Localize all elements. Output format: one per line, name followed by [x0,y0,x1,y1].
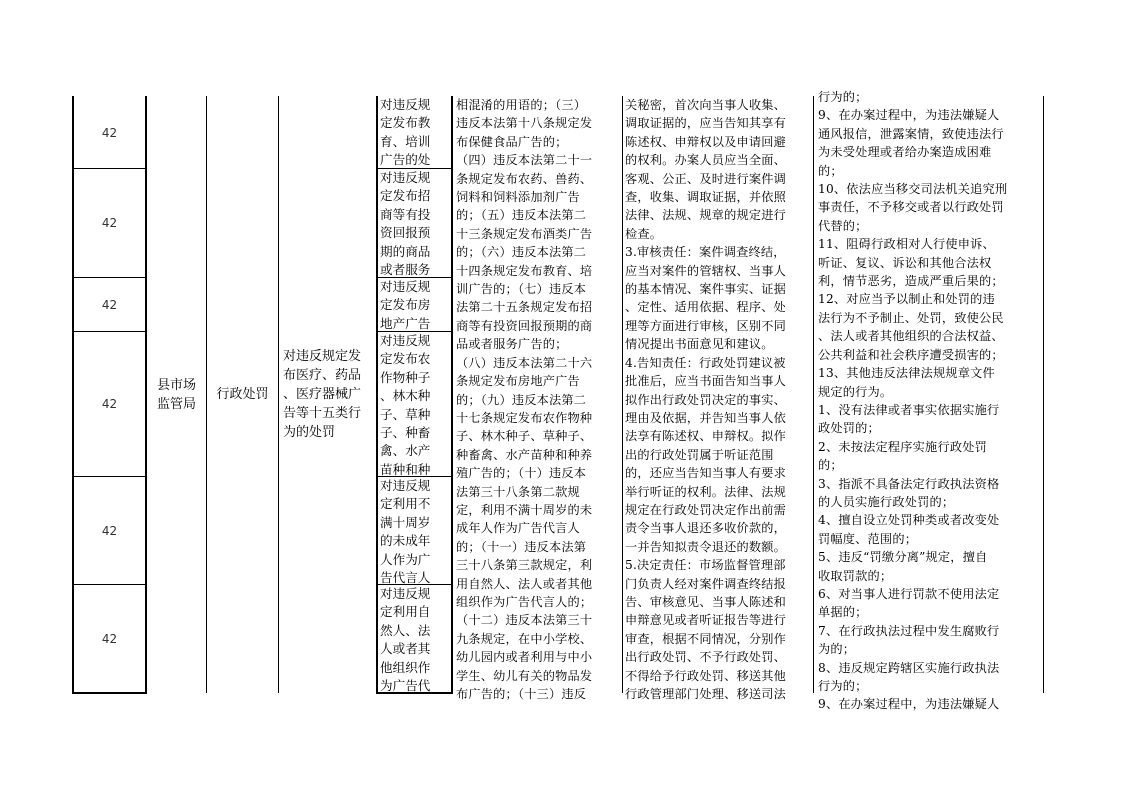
sub-item-cell: 对违反规 定利用不 满十周岁 的未成年 人作为广 告代言人 [380,478,431,586]
seq-cell: 42 [101,216,118,230]
sub-item-cell: 对违反规 定利用自 然人、法 人或者其 他组织作 为广告代 [380,586,431,694]
item-name-cell: 对违反规定发 布医疗、药品 、医疗器械广 告等十五类行 为的处罚 [283,349,362,440]
sub-item-cell: 对违反规 定发布农 作物种子 、林木种 子、草种 子、种畜 禽、水产 苗种和种 [380,333,431,477]
sub-item-cell: 对违反规 定发布教 育、培训 广告的处 [380,97,431,168]
column-divider [451,96,453,693]
category-cell: 行政处罚 [216,387,269,402]
responsibility-text: 关秘密，首次向当事人收集、 调取证据的，应当告知其享有 陈述权、申辩权以及申请回避 的权利。办案人员应当全面、 客观、公正、及时进行案件调 查，收集、调取证据，并依照 法律、法规、规章的规定进行 检查。 3.审核责任：案件调查终结， 应当对案件的管辖权、当事人 的基本情况、案件事实、证据 、定性、适用依据、程序、处 理等方面进行审核，区别不同 情况提出书面意见和建议。 4.告知责任：行政处罚建议被 批准后，应当书面告知当事人 拟作出行政处罚决定的事实、 理由及依据，并告知当事人依 法享有陈述权、申辩权。拟作 出的行政处罚属于听证范围 的，还应当告知当事人有要求 举行听证的权利。法律、法规 规定在行政处罚决定作出前需 责令当事人退还多收价款的， 一并告知拟责令退还的数额。 5.决定责任：市场监督管理部 门负责人经对案件调查终结报 告、审核意见、当事人陈述和 申辩意见或者听证报告等进行 审查，根据不同情况，分别作 出行政处罚、不予行政处罚、 不得给予行政处罚、移送其他 行政管理部门处理、移送司法 [625,98,787,701]
accountability-text: 行为的； 9、在办案过程中，为违法嫌疑人 通风报信，泄露案情，致使违法行 为未受处理或者给办案造成困难 的； 10、依法应当移交司法机关追究刑 事责任，不予移交或者以行政处罚 代替的； 11、阻碍行政相对人行使申诉、 听证、复议、诉讼和其他合法权 利，情节恶劣，造成严重后果的； 12、对应当予以制止和处罚的违 法行为不予制止、处罚，致使公民 、法人或者其他组织的合法权益、 公共利益和社会秩序遭受损害的； 13、其他违反法律法规规章文件 规定的行为。 1、没有法律或者事实依据实施行 政处罚的； 2、未按法定程序实施行政处罚 的； 3、指派不具备法定行政执法资格 的人员实施行政处罚的； 4、擅自设立处罚种类或者改变处 罚幅度、范围的； 5、违反“罚缴分离”规定，擅自 收取罚款的； 6、对当事人进行罚款不使用法定 单据的； 7、在行政执法过程中发生腐败行 为的； 8、违反规定跨辖区实施行政执法 行为的； 9、在办案过程中，为违法嫌疑人 [818,90,1008,712]
seq-cell: 42 [101,297,118,312]
department-cell: 县市场 监管局 [156,377,196,412]
basis-text: 相混淆的用语的；（三） 违反本法第十八条规定发 布保健食品广告的； （四）违反本法第二十一 条规定发布农药、兽药、 饲料和饲料添加剂广告 的；（五）违反本法第二 十三条规定发布酒类广告 的；（六）违反本法第二 十四条规定发布教育、培 训广告的；（七）违反本 法第二十五条规定发布招 商等有投资回报预期的商 品或者服务广告的； （八）违反本法第二十六 条规定发布房地产广告 的；（九）违反本法第二 十七条规定发布农作物种 子、林木种子、草种子、 种畜禽、水产苗种和种养 殖广告的；（十）违反本 法第三十八条第二款规 定，利用不满十周岁的未 成年人作为广告代言人 的；（十一）违反本法第 三十八条第三款规定，利 用自然人、法人或者其他 组织作为广告代言人的； （十二）违反本法第三十 九条规定，在中小学校、 幼儿园内或者利用与中小 学生、幼儿有关的物品发 布广告的；（十三）违反 [456,98,593,701]
table-bottom-border [72,692,147,694]
seq-cell: 42 [101,397,118,411]
sub-item-cell: 对违反规 定发布房 地产广告 [380,279,431,331]
table-border-right [1043,96,1044,693]
seq-cell: 42 [101,125,118,140]
sub-item-cell: 对违反规 定发布招 商等有投 资回报预 期的商品 或者服务 [380,170,431,278]
seq-cell: 42 [101,523,118,538]
seq-cell: 42 [101,631,118,646]
